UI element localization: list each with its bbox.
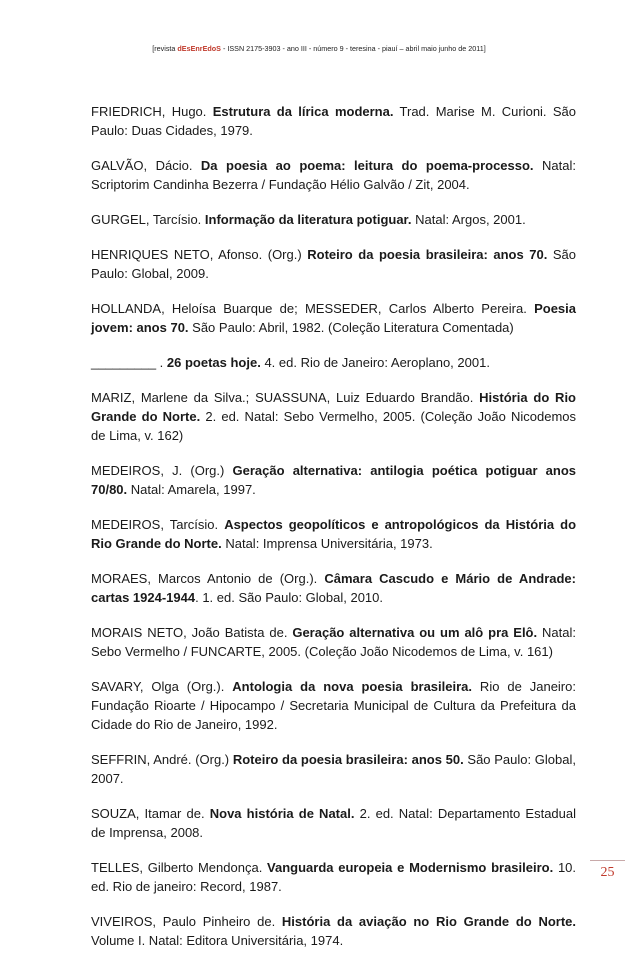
reference-details: Natal: Imprensa Universitária, 1973. (221, 536, 433, 551)
reference-details: Natal: Argos, 2001. (411, 212, 526, 227)
reference-title: 26 poetas hoje. (166, 355, 261, 370)
reference-item (91, 804, 576, 842)
reference-author: HENRIQUES NETO, Afonso. (Org.) (91, 247, 308, 262)
footer-divider (590, 860, 625, 861)
reference-author: TELLES, Gilberto Mendonça. (91, 860, 268, 875)
journal-header (0, 44, 638, 53)
reference-details: Trad. Marise M. Curioni. São Paulo: Duas Cidades, 1979. (91, 104, 576, 138)
reference-item (91, 353, 576, 372)
reference-author: SOUZA, Itamar de. (91, 806, 210, 821)
reference-item (91, 245, 576, 283)
reference-title: Geração alternativa: antilogia poética potiguar anos 70/80. (91, 463, 577, 497)
reference-details: 10. ed. Rio de janeiro: Record, 1987. (91, 860, 577, 894)
reference-details: São Paulo: Global, 2009. (91, 247, 576, 281)
reference-title: Informação da literatura potiguar. (204, 212, 412, 227)
reference-item (91, 677, 576, 734)
reference-author: VIVEIROS, Paulo Pinheiro de. (91, 914, 282, 929)
reference-item (91, 156, 576, 194)
reference-item (91, 210, 576, 229)
reference-title: Roteiro da poesia brasileira: anos 70. (307, 247, 548, 262)
reference-title: Da poesia ao poema: leitura do poema-processo. (200, 158, 534, 173)
header-details: - ISSN 2175-3903 - ano III - número 9 - teresina - piauí – abril maio junho de 2011] (220, 44, 486, 53)
reference-details: Rio de Janeiro: Fundação Rioarte / Hipocampo / Secretaria Municipal de Cultura da Prefeitura da Cidade do Rio de Janeiro, 1992. (91, 679, 576, 732)
reference-author: FRIEDRICH, Hugo. (91, 104, 213, 119)
reference-details: 2. ed. Natal: Departamento Estadual de Imprensa, 2008. (91, 806, 576, 840)
reference-title: História do Rio Grande do Norte. (91, 390, 576, 424)
reference-details: São Paulo: Abril, 1982. (Coleção Literatura Comentada) (188, 320, 514, 335)
reference-details: Natal: Scriptorim Candinha Bezerra / Fundação Hélio Galvão / Zit, 2004. (91, 158, 576, 192)
reference-details: Natal: Amarela, 1997. (127, 482, 256, 497)
journal-brand: dEsEnrEdoS (177, 44, 221, 53)
reference-item (91, 750, 576, 788)
reference-item (91, 912, 576, 950)
reference-author: MORAES, Marcos Antonio de (Org.). (91, 571, 325, 586)
reference-title: Roteiro da poesia brasileira: anos 50. (232, 752, 464, 767)
reference-title: Aspectos geopolíticos e antropológicos da História do Rio Grande do Norte. (91, 517, 577, 551)
page-number: 25 (600, 865, 615, 880)
reference-author: SEFFRIN, André. (Org.) (91, 752, 233, 767)
reference-list (91, 102, 576, 966)
reference-author: GALVÃO, Dácio. (91, 158, 201, 173)
reference-author: _________ . (91, 355, 167, 370)
reference-title: História da aviação no Rio Grande do Norte. (281, 914, 577, 929)
reference-item (91, 858, 576, 896)
reference-title: Poesia jovem: anos 70. (91, 301, 576, 335)
reference-title: Geração alternativa ou um alô pra Elô. (292, 625, 538, 640)
reference-author: MORAIS NETO, João Batista de. (91, 625, 293, 640)
reference-author: HOLLANDA, Heloísa Buarque de; MESSEDER, Carlos Alberto Pereira. (91, 301, 535, 316)
reference-item (91, 623, 576, 661)
reference-title: Câmara Cascudo e Mário de Andrade: cartas 1924-1944 (91, 571, 576, 605)
reference-title: Nova história de Natal. (209, 806, 355, 821)
reference-author: MEDEIROS, Tarcísio. (91, 517, 225, 532)
reference-details: 4. ed. Rio de Janeiro: Aeroplano, 2001. (260, 355, 490, 370)
reference-author: GURGEL, Tarcísio. (91, 212, 205, 227)
reference-details: Volume I. Natal: Editora Universitária, 1974. (91, 933, 344, 948)
reference-item (91, 569, 576, 607)
reference-details: . 1. ed. São Paulo: Global, 2010. (195, 590, 384, 605)
header-prefix: [revista (152, 44, 178, 53)
reference-item (91, 299, 576, 337)
reference-item (91, 102, 576, 140)
reference-details: 2. ed. Natal: Sebo Vermelho, 2005. (Coleção João Nicodemos de Lima, v. 162) (91, 409, 576, 443)
reference-title: Vanguarda europeia e Modernismo brasileiro. (267, 860, 554, 875)
reference-item (91, 461, 576, 499)
reference-item (91, 515, 576, 553)
reference-item (91, 388, 576, 445)
reference-title: Antologia da nova poesia brasileira. (232, 679, 473, 694)
reference-author: MARIZ, Marlene da Silva.; SUASSUNA, Luiz Eduardo Brandão. (91, 390, 480, 405)
reference-author: SAVARY, Olga (Org.). (91, 679, 233, 694)
reference-details: São Paulo: Global, 2007. (91, 752, 576, 786)
reference-details: Natal: Sebo Vermelho / FUNCARTE, 2005. (Coleção João Nicodemos de Lima, v. 161) (91, 625, 576, 659)
reference-author: MEDEIROS, J. (Org.) (91, 463, 233, 478)
reference-title: Estrutura da lírica moderna. (212, 104, 394, 119)
